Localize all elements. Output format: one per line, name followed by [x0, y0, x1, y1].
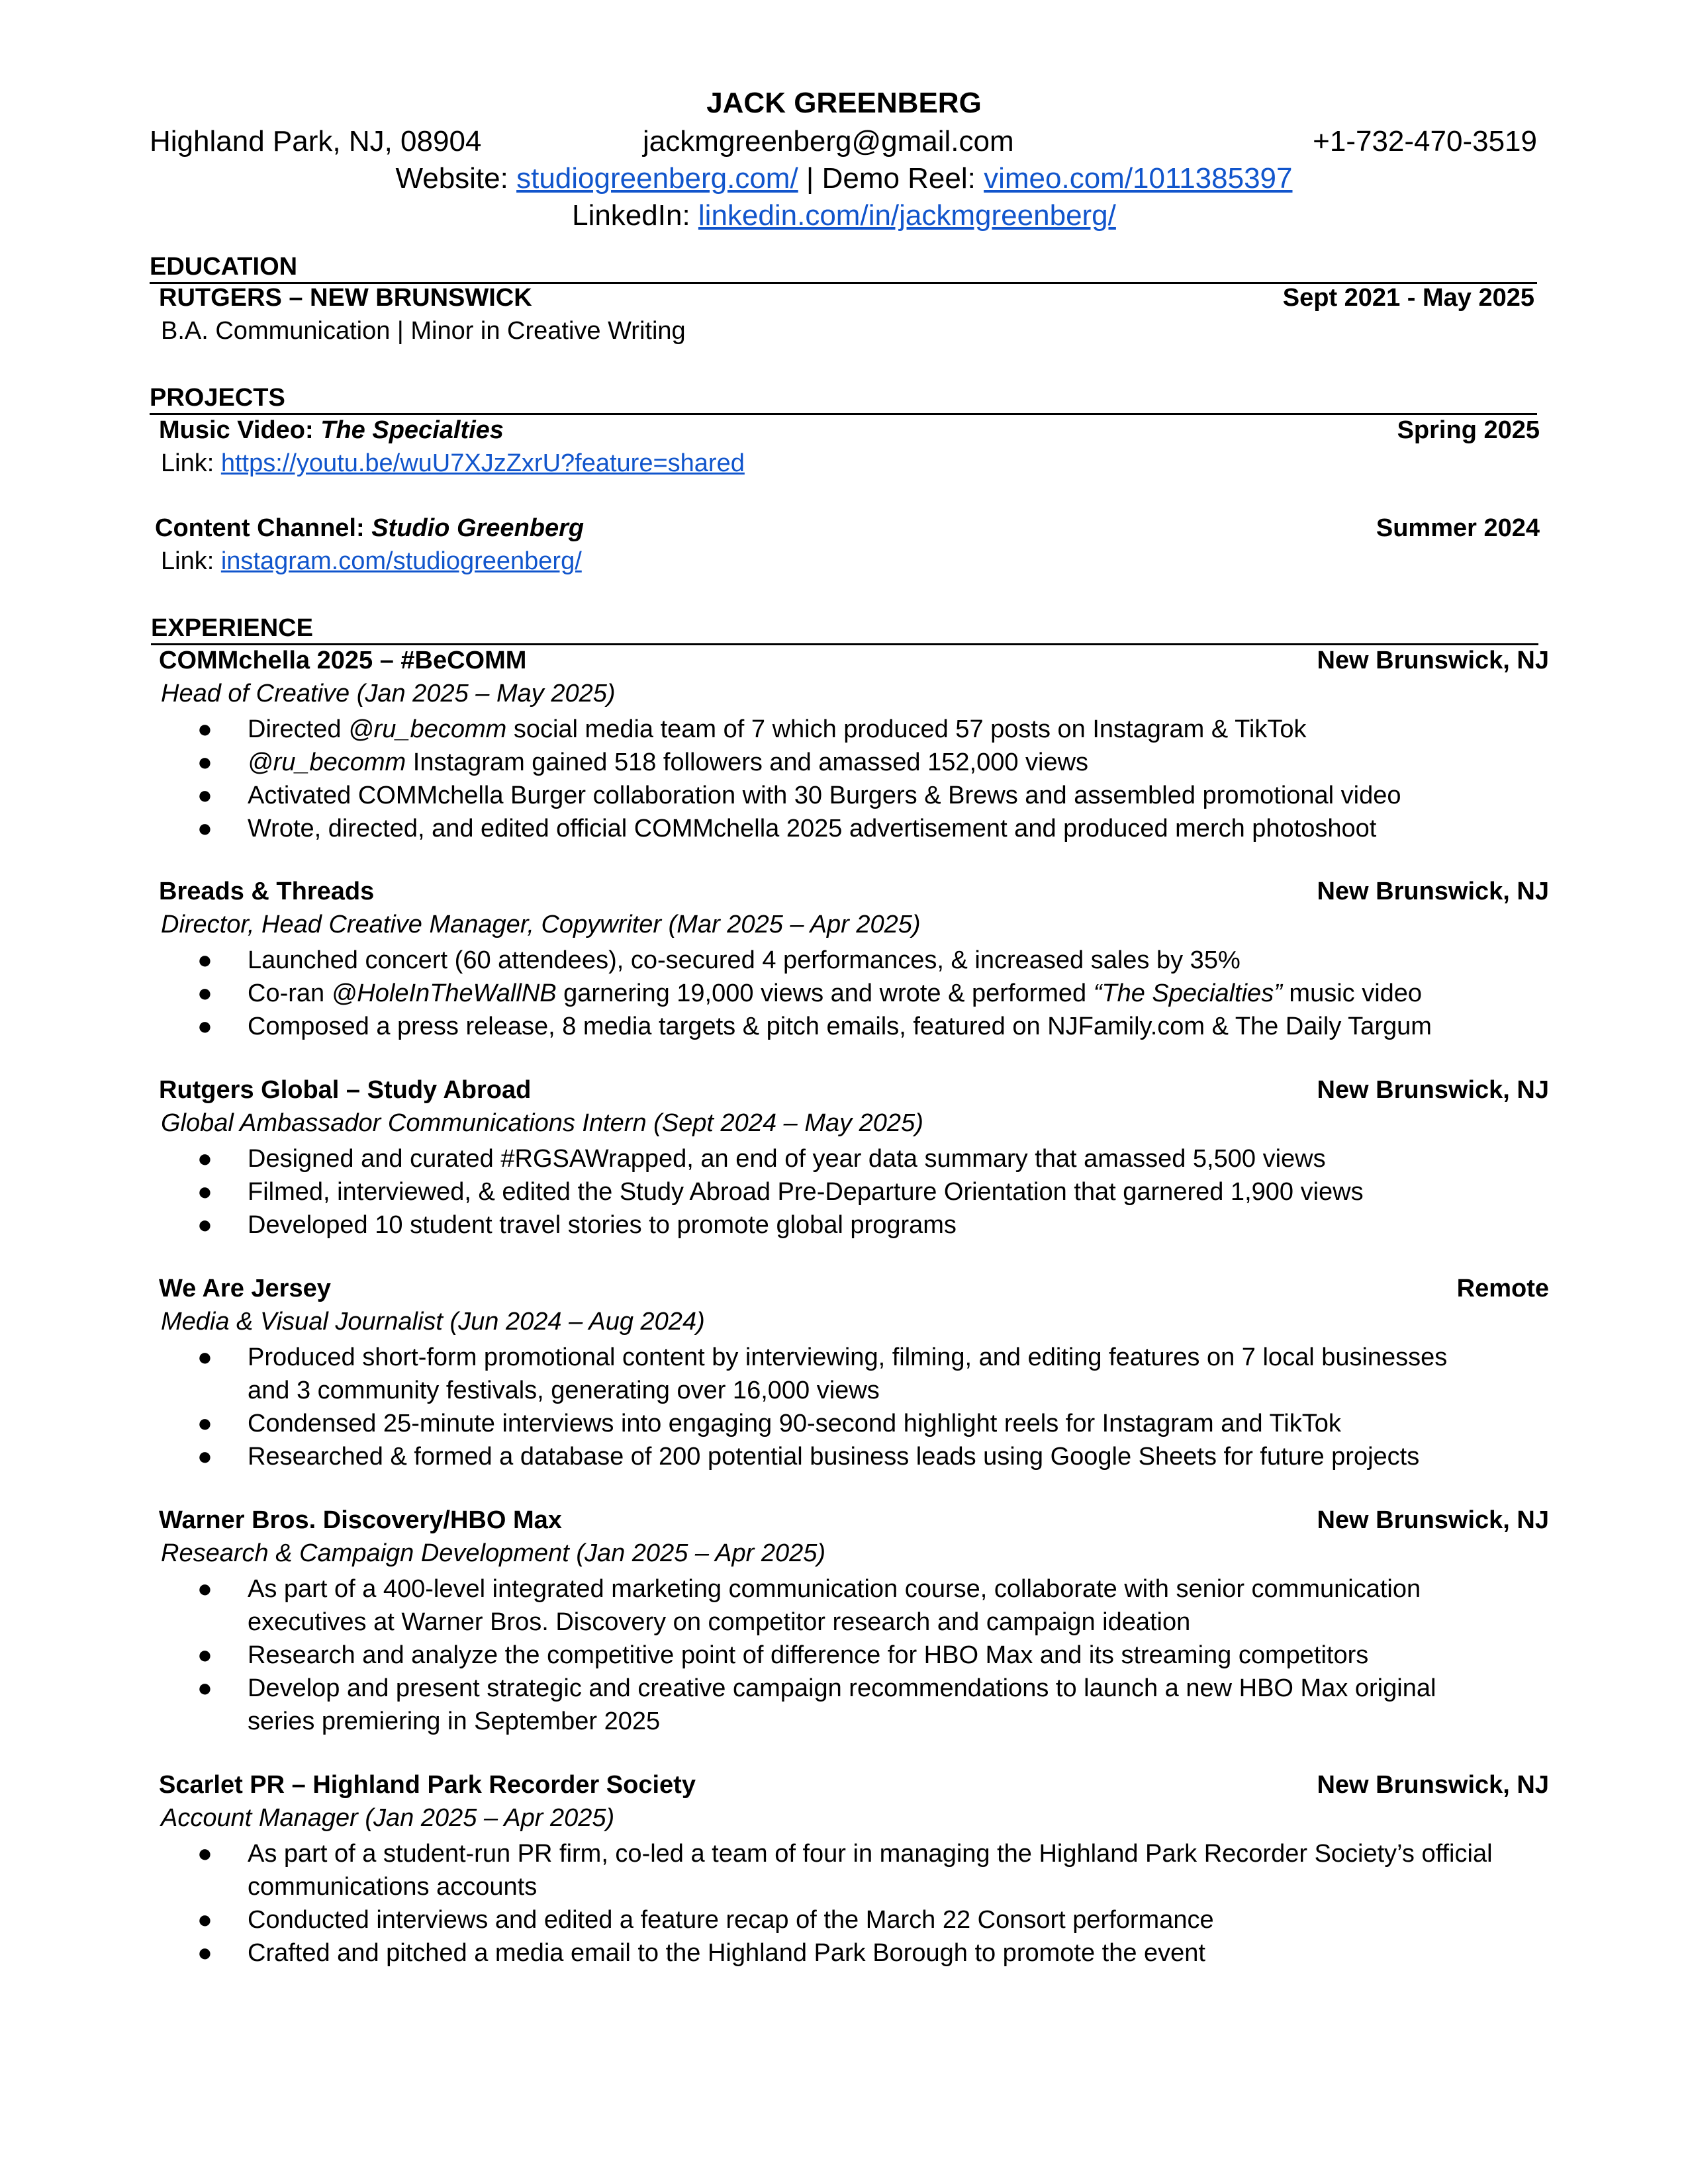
job-location: New Brunswick, NJ — [1317, 1506, 1549, 1534]
bullet-text: As part of a 400-level integrated marketing communication course, collaborate with senior communication executives at Warner Bros. Discovery on competitor research and campaign ideation — [248, 1575, 1421, 1636]
project-row — [155, 514, 1540, 545]
job-role: Account Manager (Jan 2025 – Apr 2025) — [161, 1804, 615, 1832]
bullet-icon: ● — [197, 749, 212, 776]
contact-row — [150, 124, 1537, 161]
job-role: Media & Visual Journalist (Jun 2024 – Aug 2024) — [161, 1308, 705, 1336]
linkedin-link[interactable]: linkedin.com/in/jackmgreenberg/ — [698, 199, 1116, 232]
bullet-icon: ● — [197, 1840, 212, 1868]
education-dates: Sept 2021 - May 2025 — [1282, 284, 1534, 312]
bullet-text: Composed a press release, 8 media targets & pitch emails, featured on NJFamily.com & The Daily Targum — [248, 1013, 1432, 1040]
degree: B.A. Communication | Minor in Creative Writing — [161, 317, 686, 345]
bullet-icon: ● — [197, 1641, 212, 1669]
bullet-icon: ● — [197, 1211, 212, 1239]
bullet-icon: ● — [197, 1443, 212, 1471]
website-label: Website: — [395, 162, 517, 195]
project-title-prefix: Content Channel: — [155, 514, 372, 542]
bullet-icon: ● — [197, 1939, 212, 1967]
job-org: Breads & Threads — [159, 878, 375, 905]
project-row — [159, 416, 1540, 447]
project-title — [155, 514, 584, 544]
job-org: Scarlet PR – Highland Park Recorder Society — [159, 1771, 696, 1799]
email: jackmgreenberg@gmail.com — [643, 125, 1014, 158]
bullet-icon: ● — [197, 1674, 212, 1702]
bullet-text: Activated COMMchella Burger collaboration with 30 Burgers & Brews and assembled promotional video — [248, 782, 1401, 809]
bullet-text: Condensed 25-minute interviews into engaging 90-second highlight reels for Instagram and TikTok — [248, 1410, 1341, 1437]
demo-label: | Demo Reel: — [798, 162, 984, 195]
bullet-icon: ● — [197, 1145, 212, 1173]
bullet-text: Conducted interviews and edited a feature recap of the March 22 Consort performance — [248, 1906, 1214, 1934]
bullet-text: Researched & formed a database of 200 potential business leads using Google Sheets for future projects — [248, 1443, 1420, 1471]
bullet-icon: ● — [197, 979, 212, 1007]
section-heading-projects: PROJECTS — [150, 384, 1537, 415]
demo-reel-link[interactable]: vimeo.com/1011385397 — [984, 162, 1293, 195]
job-header — [159, 1274, 1549, 1306]
job-location: New Brunswick, NJ — [1317, 1076, 1549, 1104]
job-org: COMMchella 2025 – #BeCOMM — [159, 647, 527, 674]
bullet-text: Designed and curated #RGSAWrapped, an end of year data summary that amassed 5,500 views — [248, 1145, 1326, 1173]
bullet-icon: ● — [197, 946, 212, 974]
project-title-name: The Specialties — [320, 416, 504, 444]
bullet-text: Wrote, directed, and edited official COMMchella 2025 advertisement and produced merch photoshoot — [248, 815, 1377, 842]
bullet-text: Filmed, interviewed, & edited the Study Abroad Pre-Departure Orientation that garnered 1,900 views — [248, 1178, 1364, 1206]
bullet-text: Launched concert (60 attendees), co-secured 4 performances, & increased sales by 35% — [248, 946, 1241, 974]
bullet-icon: ● — [197, 815, 212, 842]
linkedin-label: LinkedIn: — [572, 199, 698, 232]
bullet-icon: ● — [197, 1013, 212, 1040]
job-header — [159, 646, 1549, 678]
project-link-line — [161, 547, 582, 577]
job-header — [159, 877, 1549, 909]
bullet-text: @ru_becomm Instagram gained 518 followers and amassed 152,000 views — [248, 749, 1089, 776]
project-link-line — [161, 449, 745, 479]
project-title-name: Studio Greenberg — [371, 514, 585, 542]
instagram-link[interactable]: instagram.com/studiogreenberg/ — [220, 547, 582, 575]
job-location: Remote — [1456, 1275, 1549, 1302]
bullet-icon: ● — [197, 1575, 212, 1603]
project-date: Summer 2024 — [1376, 514, 1540, 542]
website-link[interactable]: studiogreenberg.com/ — [516, 162, 798, 195]
job-location: New Brunswick, NJ — [1317, 878, 1549, 905]
school-name: RUTGERS – NEW BRUNSWICK — [159, 284, 532, 312]
job-org: We Are Jersey — [159, 1275, 331, 1302]
phone: +1-732-470-3519 — [1313, 125, 1537, 158]
bullet-text: Research and analyze the competitive point of difference for HBO Max and its streaming competitors — [248, 1641, 1369, 1669]
bullet-text: Developed 10 student travel stories to promote global programs — [248, 1211, 957, 1239]
candidate-name: JACK GREENBERG — [706, 87, 982, 119]
location: Highland Park, NJ, 08904 — [150, 125, 482, 158]
job-org: Warner Bros. Discovery/HBO Max — [159, 1506, 562, 1534]
education-row — [159, 283, 1540, 315]
bullet-text: Develop and present strategic and creative campaign recommendations to launch a new HBO Max original series premiering in September 2025 — [248, 1674, 1436, 1735]
bullet-icon: ● — [197, 1906, 212, 1934]
section-heading-experience: EXPERIENCE — [151, 614, 1538, 645]
links-line — [0, 161, 1688, 197]
job-header — [159, 1075, 1549, 1107]
bullet-text: Co-ran @HoleInTheWallNB garnering 19,000 views and wrote & performed “The Specialties” music video — [248, 979, 1423, 1007]
project-date: Spring 2025 — [1397, 416, 1540, 444]
bullet-icon: ● — [197, 1343, 212, 1371]
job-org: Rutgers Global – Study Abroad — [159, 1076, 532, 1104]
bullet-icon: ● — [197, 1410, 212, 1437]
bullet-text: Produced short-form promotional content by interviewing, filming, and editing features on 7 local businesses and 3 community festivals, generating over 16,000 views — [248, 1343, 1448, 1404]
job-role: Research & Campaign Development (Jan 2025 – Apr 2025) — [161, 1539, 826, 1567]
link-label: Link: — [161, 449, 221, 477]
bullet-icon: ● — [197, 782, 212, 809]
linkedin-line — [0, 199, 1688, 234]
job-header — [159, 1506, 1549, 1537]
job-location: New Brunswick, NJ — [1317, 647, 1549, 674]
bullet-icon: ● — [197, 715, 212, 743]
section-heading-education: EDUCATION — [150, 253, 1537, 284]
job-header — [159, 1770, 1549, 1802]
youtube-link[interactable]: https://youtu.be/wuU7XJzZxrU?feature=shared — [220, 449, 745, 477]
link-label: Link: — [161, 547, 221, 575]
project-title-prefix: Music Video: — [159, 416, 321, 444]
bullet-icon: ● — [197, 1178, 212, 1206]
job-role: Global Ambassador Communications Intern (Sept 2024 – May 2025) — [161, 1109, 923, 1137]
job-role: Director, Head Creative Manager, Copywriter (Mar 2025 – Apr 2025) — [161, 911, 921, 938]
bullet-text: Crafted and pitched a media email to the Highland Park Borough to promote the event — [248, 1939, 1205, 1967]
job-role: Head of Creative (Jan 2025 – May 2025) — [161, 680, 616, 707]
job-location: New Brunswick, NJ — [1317, 1771, 1549, 1799]
project-title — [159, 416, 504, 446]
bullet-text: Directed @ru_becomm social media team of 7 which produced 57 posts on Instagram & TikTok — [248, 715, 1307, 743]
bullet-text: As part of a student-run PR firm, co-led a team of four in managing the Highland Park Recorder Society’s official communications accounts — [248, 1840, 1493, 1901]
